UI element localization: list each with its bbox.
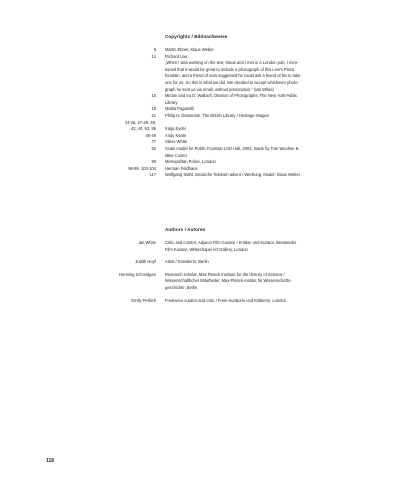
- author-name: Ian White: [138, 240, 156, 245]
- author-row: [0, 298, 420, 305]
- credit-source: Martin Ebner, Klaus Weber: [165, 47, 214, 52]
- credit-row: [0, 139, 420, 146]
- author-name: Judith Hopf: [135, 259, 156, 265]
- credit-pages: 98-99, 103-104: [128, 165, 156, 171]
- credit-source: Herman Feldhaus: [165, 165, 198, 171]
- copyrights-list: [0, 47, 420, 179]
- copyrights-title: Copyrights / Bildnachweise: [165, 34, 228, 39]
- credit-pages: 117: [149, 172, 156, 178]
- author-description: Research scholar, Max Planck Institute for the History of Science / Wissenschaftlicher Mitarbeiter, Max-Planck-Institut für Wissenschafts- geschichte, Berlin: [165, 271, 292, 290]
- authors-title: Authors / Autoren: [165, 227, 206, 232]
- credit-source: Wolfgang Stahl, Deutsche Telekom advert / Werbung, Model: Klaus Weber: [165, 172, 301, 178]
- author-description: Critic and curator, Adjunct Film Curator / Kritiker und Kurator, Beratender Film Kurator, Whitechapel Art Gallery, London: [165, 240, 297, 252]
- credit-row: [0, 120, 420, 133]
- author-row: [0, 240, 420, 253]
- credit-pages: 18: [151, 106, 156, 112]
- credit-row: [0, 47, 420, 54]
- credit-pages: 90: [151, 159, 156, 165]
- credit-source: Philip H. Delamotte, The British Library / Heritage Images: [165, 112, 269, 118]
- author-row: [0, 272, 420, 292]
- credit-pages: 77: [151, 139, 156, 145]
- credit-row: [0, 113, 420, 120]
- credit-row: [0, 54, 420, 94]
- credit-pages: 6: [153, 47, 156, 52]
- credit-pages: 82: [151, 145, 156, 151]
- author-description: Artist / Künstlerin, Berlin: [165, 259, 209, 265]
- credit-pages: 24-25, 27-29, 39, 42, 44, 63, 86: [124, 119, 156, 132]
- authors-list: [0, 240, 420, 304]
- credit-row: [0, 166, 420, 173]
- credit-row: [0, 133, 420, 140]
- credit-source: Richard Lau „When I was working on the text, Klaus and I met in a London pub. I men- tioned that it would be great to include a photograph of this Levi's Plaza fountain, and a friend of ours suggested he could ask a friend of his to take one for us. So this is what we did. We decided to accept whichever photo- graph he sent us via email, without prescription.“ (Ian White): [165, 53, 301, 92]
- credit-row: [0, 93, 420, 106]
- credit-source: Metropolitan Police, London: [165, 159, 216, 165]
- credit-row: [0, 106, 420, 113]
- credit-source: Scale model for Public Fountain LSD Hall, 2002, made by Tom Woolner & Mike Cooter: [165, 145, 299, 158]
- credit-source: Steve White: [165, 139, 188, 145]
- author-name: Emily Pethick: [131, 297, 156, 303]
- credit-row: [0, 172, 420, 179]
- author-description: Freelance curator and critic / Freie Kuratorin und Kritikerin, London: [165, 297, 287, 303]
- author-row: [0, 259, 420, 266]
- credit-row: [0, 146, 420, 159]
- credit-source: Miriam and Ira D. Wallach, Division of Photographs, The New York Public Library: [165, 93, 298, 105]
- credit-source: Andy Keate: [165, 132, 187, 138]
- credit-source: Katja Eydel: [165, 126, 186, 132]
- credit-pages: 14: [151, 53, 156, 59]
- credit-source: Mattia Paganelli: [165, 106, 195, 112]
- credit-pages: 46-49: [145, 132, 156, 138]
- credit-pages: 15: [151, 93, 156, 99]
- credit-row: [0, 159, 420, 166]
- credit-pages: 21: [151, 112, 156, 118]
- author-name: Henning Schmidgen: [119, 271, 156, 277]
- page-number: 118: [46, 458, 55, 464]
